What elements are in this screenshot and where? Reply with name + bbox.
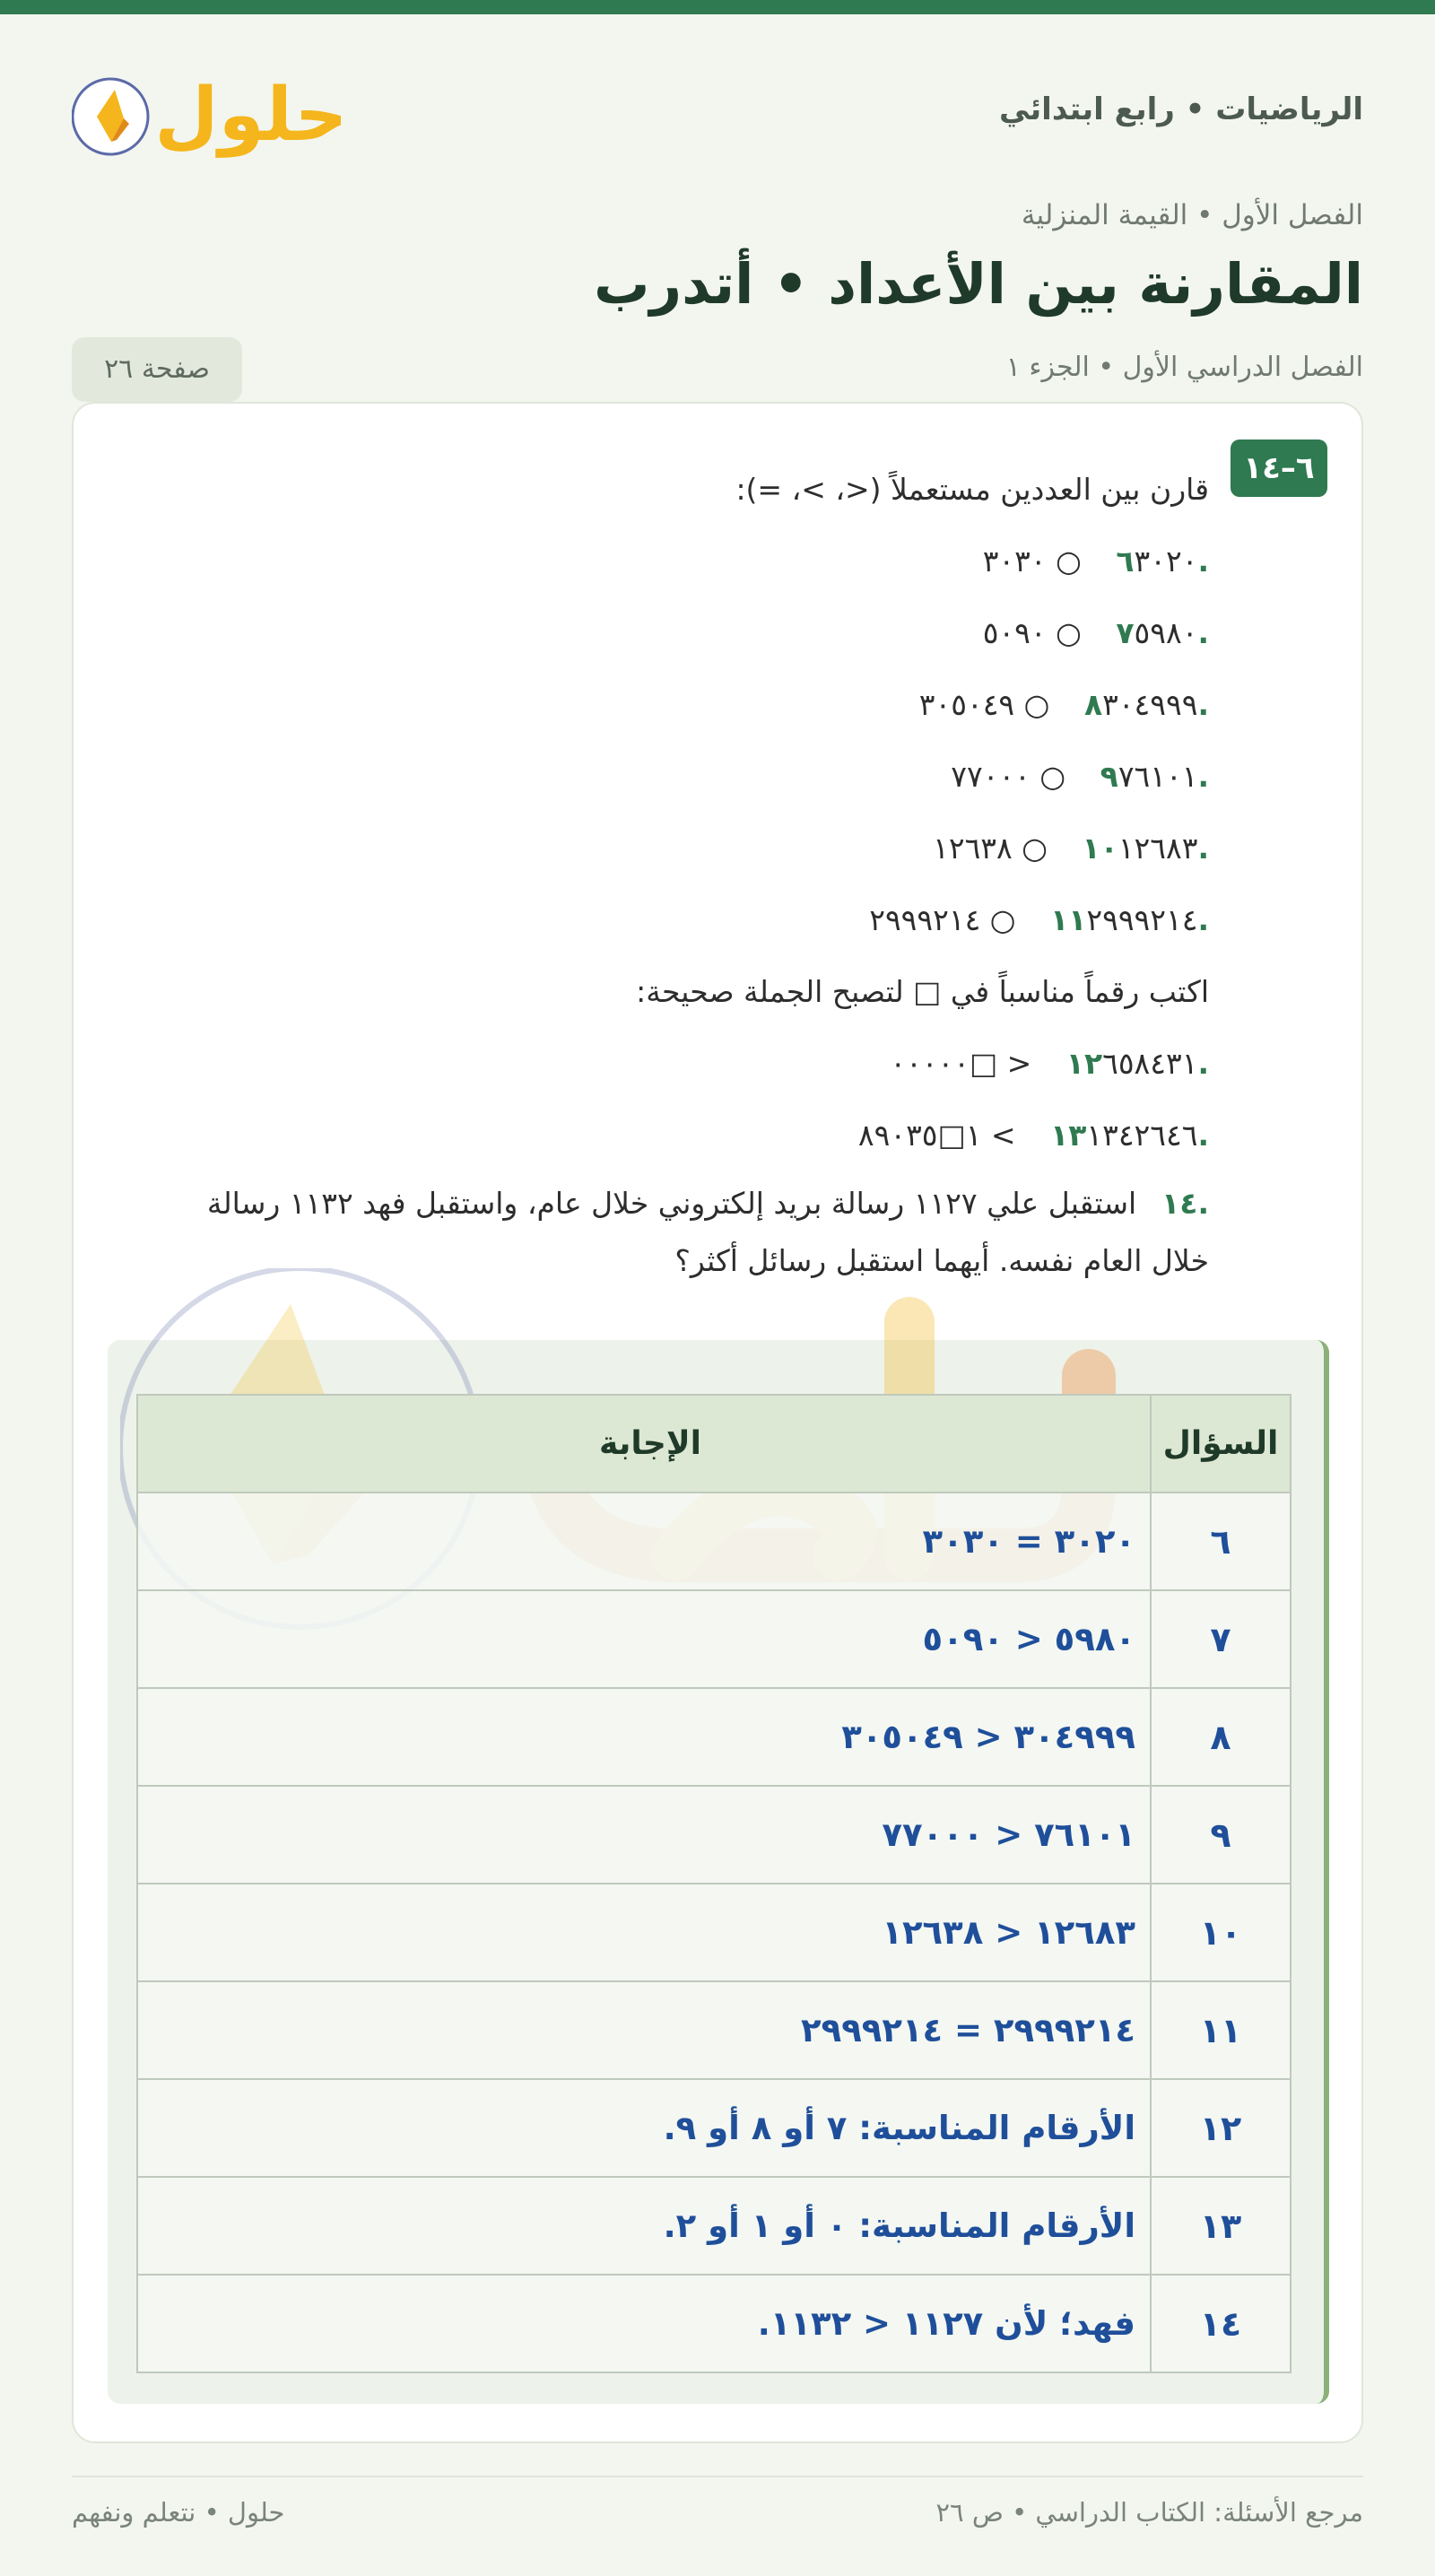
question-number: .٩ (1100, 759, 1209, 794)
question-8 (919, 687, 1209, 722)
column-header-question: السؤال (1151, 1395, 1291, 1493)
footer-divider (72, 2476, 1363, 2477)
answer-cell: ٧٦١٠١ < ٧٧٠٠٠ (137, 1786, 1151, 1884)
compare-instruction: قارن بين العددين مستعملاً (<، >، =): (735, 472, 1209, 507)
answer-cell: الأرقام المناسبة: ٧ أو ٨ أو ٩. (137, 2079, 1151, 2177)
table-row (137, 1884, 1291, 1981)
fill-instruction: اكتب رقماً مناسباً في □ لتصبح الجملة صحيحة: (636, 974, 1209, 1009)
logo-icon (72, 54, 341, 170)
page-title: المقارنة بين الأعداد • أتدرب (594, 251, 1363, 317)
answer-cell: ٢٩٩٩٢١٤ = ٢٩٩٩٢١٤ (137, 1981, 1151, 2079)
answer-cell: ١٢٦٨٣ < ١٢٦٣٨ (137, 1884, 1151, 1981)
question-12 (890, 1046, 1209, 1081)
table-row (137, 1590, 1291, 1688)
exercise-card (72, 402, 1363, 2443)
question-text: ١٣٤٢٦٤٦ > ١□٨٩٠٣٥ (857, 1118, 1198, 1153)
question-cell: ١٣ (1151, 2177, 1291, 2275)
answer-cell: فهد؛ لأن ١١٢٧ < ١١٣٢. (137, 2275, 1151, 2372)
answers-header-row (137, 1395, 1291, 1493)
answer-cell: ٥٩٨٠ < ٥٠٩٠ (137, 1590, 1151, 1688)
hulul-logo[interactable] (72, 54, 341, 170)
question-text: ٢٩٩٩٢١٤ ○ ٢٩٩٩٢١٤ (869, 902, 1198, 937)
question-cell: ١٠ (1151, 1884, 1291, 1981)
question-number: .٦ (1116, 544, 1209, 579)
question-number: .٧ (1116, 615, 1209, 650)
breadcrumb: الفصل الأول • القيمة المنزلية (1021, 199, 1363, 231)
semester-label: الفصل الدراسي الأول • الجزء ١ (1005, 352, 1363, 383)
answer-cell: الأرقام المناسبة: ٠ أو ١ أو ٢. (137, 2177, 1151, 2275)
question-cell: ٨ (1151, 1688, 1291, 1786)
subject-title: الرياضيات • رابع ابتدائي (999, 91, 1363, 127)
question-text: ١٢٦٨٣ ○ ١٢٦٣٨ (933, 831, 1198, 866)
question-number: .٨ (1083, 687, 1209, 722)
question-text: ٧٦١٠١ ○ ٧٧٠٠٠ (951, 759, 1198, 794)
logo-text: حلول (154, 73, 341, 158)
question-number: .١١ (1050, 902, 1209, 937)
question-cell: ١٢ (1151, 2079, 1291, 2177)
question-cell: ٩ (1151, 1786, 1291, 1884)
answer-cell: ٣٠٤٩٩٩ < ٣٠٥٠٤٩ (137, 1688, 1151, 1786)
question-text: ٣٠٤٩٩٩ ○ ٣٠٥٠٤٩ (918, 687, 1198, 722)
table-row (137, 1493, 1291, 1590)
table-row (137, 2079, 1291, 2177)
table-row (137, 1981, 1291, 2079)
question-cell: ٦ (1151, 1493, 1291, 1590)
question-text: ٣٠٢٠ ○ ٣٠٣٠ (982, 544, 1198, 579)
column-header-answer: الإجابة (137, 1395, 1151, 1493)
question-number: .١٤ (1161, 1186, 1209, 1221)
table-row (137, 1786, 1291, 1884)
top-accent-bar (0, 0, 1435, 14)
question-7 (983, 615, 1209, 650)
question-11 (869, 902, 1209, 937)
question-6 (983, 544, 1209, 579)
page-number-badge: صفحة ٢٦ (72, 337, 242, 402)
question-number: .١٢ (1065, 1046, 1209, 1081)
question-text: ٥٩٨٠ ○ ٥٠٩٠ (982, 615, 1198, 650)
exercise-range-badge: ٦–١٤ (1231, 439, 1327, 497)
question-13 (858, 1118, 1209, 1153)
answer-cell: ٣٠٢٠ = ٣٠٣٠ (137, 1493, 1151, 1590)
question-9 (951, 759, 1209, 794)
table-row (137, 2177, 1291, 2275)
question-cell: ٧ (1151, 1590, 1291, 1688)
table-row (137, 1688, 1291, 1786)
answers-table (136, 1394, 1292, 2373)
question-10 (933, 831, 1209, 866)
footer-brand: حلول • نتعلم ونفهم (72, 2497, 285, 2528)
question-number: .١٠ (1082, 831, 1209, 866)
footer-reference: مرجع الأسئلة: الكتاب الدراسي • ص ٢٦ (935, 2497, 1363, 2528)
question-text: ٦٥٨٤٣١ < □٠٠٠٠٠ (890, 1046, 1198, 1081)
question-cell: ١١ (1151, 1981, 1291, 2079)
word-problem-text: استقبل علي ١١٢٧ رسالة بريد إلكتروني خلال عام، واستقبل فهد ١١٣٢ رسالة خلال العام نفسه. أيهما استقبل رسائل أكثر؟ (206, 1186, 1209, 1278)
question-number: .١٣ (1050, 1118, 1209, 1153)
header (72, 54, 1363, 170)
question-cell: ١٤ (1151, 2275, 1291, 2372)
table-row (137, 2275, 1291, 2372)
answer-key-panel (108, 1340, 1329, 2404)
